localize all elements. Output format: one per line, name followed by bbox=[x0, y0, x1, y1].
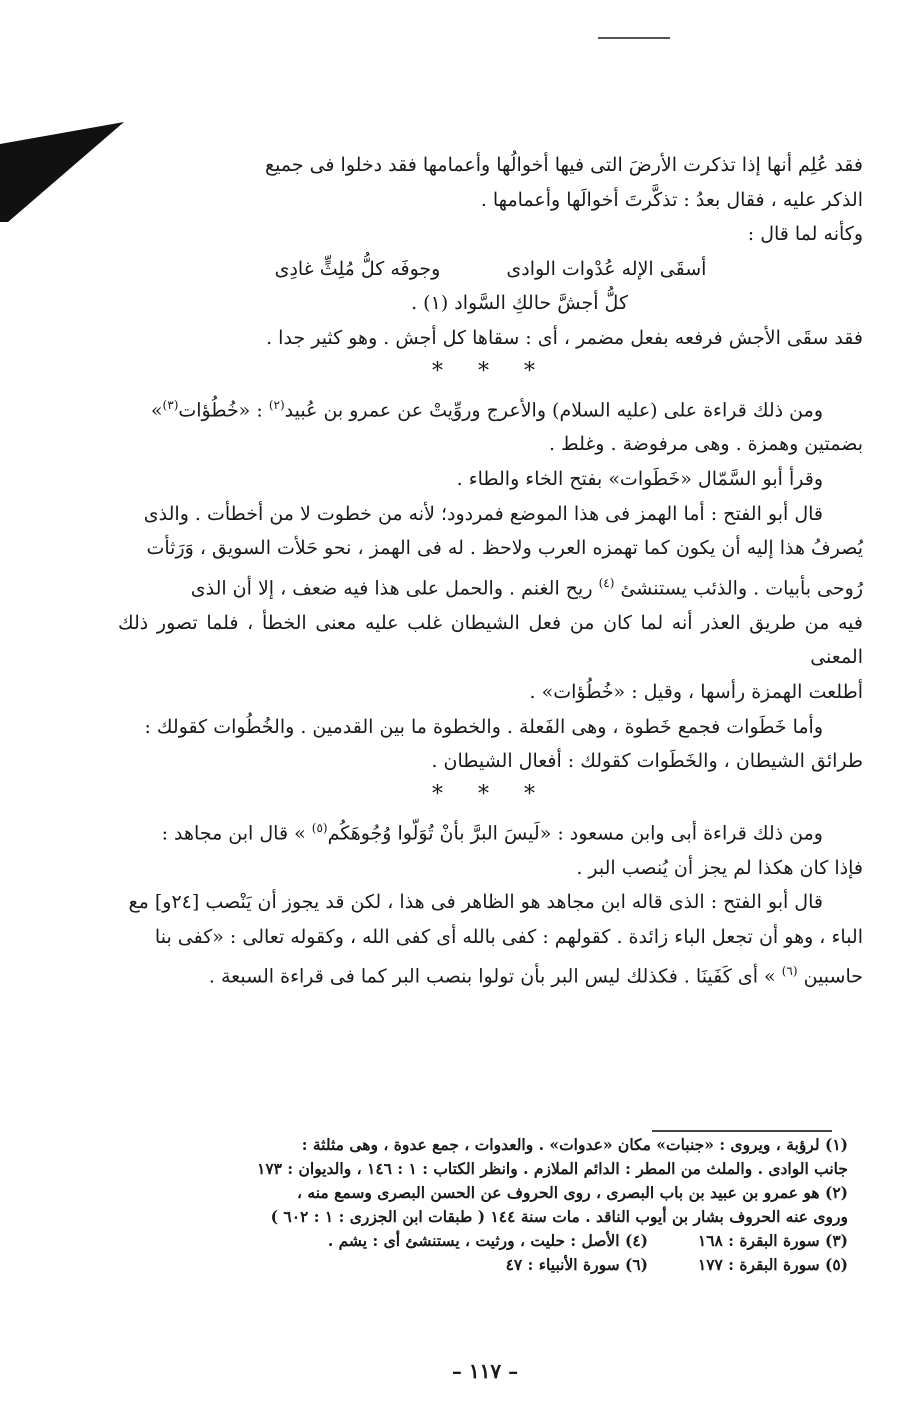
text-run: ومن ذلك قراءة على (عليه السلام) والأعرج وروِّيتْ عن عمرو بن عُبيد bbox=[284, 398, 823, 421]
footnote-item: (٤) الأصل : حليت ، ورثيت ، يستنشئ أى : يشم . bbox=[327, 1231, 648, 1250]
footnotes bbox=[40, 1133, 848, 1277]
text-line: فإذا كان هكذا لم يجز أن يُنصب البر . bbox=[576, 856, 863, 879]
top-rule bbox=[598, 37, 670, 39]
text-line: قال أبو الفتح : أما الهمز فى هذا الموضع فمردود؛ لأنه من خطوت لا من أخطأت . والذى bbox=[143, 502, 823, 525]
text-line bbox=[118, 954, 863, 994]
text-line: وقرأ أبو السَّمّال «خَطَوات» بفتح الخاء والطاء . bbox=[456, 468, 823, 491]
text-line: الباء ، وهو أن تجعل الباء زائدة . كقولهم : كفى بالله أى كفى الله ، وكقوله تعالى : «كفى بنا bbox=[154, 925, 863, 948]
text-run: ومن ذلك قراءة أبى وابن مسعود : «لَيسَ البرَّ بأنْ تُوَلّوا وُجُوهَكُم bbox=[327, 822, 823, 845]
text-line: بضمتين وهمزة . وهى مرفوضة . وغلط . bbox=[548, 433, 863, 456]
verse-hemistich: وجوفَه كلُّ مُلِثٍّ غادِى bbox=[274, 257, 441, 280]
text-line: أطلعت الهمزة رأسها ، وقيل : «خُطُؤات» . bbox=[529, 680, 863, 703]
text-line bbox=[118, 811, 863, 851]
text-run: ريح الغنم . والحمل على هذا فيه ضعف ، إلا أن الذى bbox=[190, 577, 593, 600]
text-line: فيه من طريق العذر أنه لما كان من فعل الشيطان غلب عليه معنى الخطأ ، فلما تصور ذلك المعنى bbox=[118, 611, 863, 669]
verse-hemistich: أسقَى الإله عُدْوات الوادى bbox=[506, 257, 707, 280]
footnote-ref: (٦) bbox=[781, 964, 798, 979]
footnote-ref: (١) . bbox=[411, 292, 449, 315]
footnote-line: وروى عنه الحروف بشار بن أيوب الناقد . مات سنة ١٤٤ ( طبقات ابن الجزرى : ١ : ٦٠٢ ) bbox=[270, 1207, 848, 1226]
text-run: » bbox=[150, 398, 163, 421]
main-text bbox=[118, 148, 863, 994]
text-line: الذكر عليه ، فقال بعدُ : تذكَّرتَ أخوالَها وأعمامها . bbox=[480, 188, 863, 211]
footnote-item: (٦) سورة الأنبياء : ٤٧ bbox=[505, 1255, 648, 1274]
section-separator: * * * bbox=[432, 781, 549, 807]
text-line: يُصرفُ هذا إليه أن يكون كما تهمزه العرب ولاحظ . له فى الهمز ، نحو حَلأت السويق ، وَرَثأت bbox=[146, 537, 863, 560]
footnote-rule bbox=[652, 1130, 832, 1132]
text-line bbox=[118, 566, 863, 606]
section-separator: * * * bbox=[432, 358, 549, 384]
text-run: » أى كَفَينَا . فكذلك ليس البر بأن تولوا بنصب البر كما فى قراءة السبعة . bbox=[208, 965, 776, 988]
text-run: » قال ابن مجاهد : bbox=[161, 822, 306, 845]
text-line: قال أبو الفتح : الذى قاله ابن مجاهد هو الظاهر فى هذا ، لكن قد يجوز أن يَنْصب [٢٤و] مع bbox=[128, 891, 823, 914]
footnote-line: جانب الوادى . والملث من المطر : الدائم الملازم . وانظر الكتاب : ١ : ١٤٦ ، والديوان : ١٧٣ bbox=[257, 1159, 848, 1178]
footnote-item: (٣) سورة البقرة : ١٦٨ bbox=[697, 1231, 848, 1250]
text-line: فقد سقَى الأجش فرفعه بفعل مضمر ، أى : سقاها كل أجش . وهو كثير جدا . bbox=[266, 326, 863, 349]
verse-line bbox=[118, 286, 863, 321]
footnote-row bbox=[40, 1253, 848, 1277]
text-line: فقد عُلِم أنها إذا تذكرت الأرضَ التى فيها أخوالُها وأعمامها فقد دخلوا فى جميع bbox=[264, 154, 863, 176]
text-line: وأما خَطَوات فجمع خَطوة ، وهى الفَعلة . والخطوة ما بين القدمين . والخُطُوات كقولك : bbox=[144, 715, 823, 738]
verse-text: كلُّ أجشَّ حالكِ السَّواد bbox=[454, 292, 628, 315]
page-number: – ١١٧ – bbox=[451, 1359, 519, 1383]
footnote-line: (١) لرؤبة ، ويروى : «جنبات» مكان «عدوات» . والعدوات ، جمع عدوة ، وهى مثلثة : bbox=[301, 1135, 848, 1154]
verse-line bbox=[118, 252, 863, 287]
footnote-row bbox=[40, 1229, 848, 1253]
footnote-line: (٢) هو عمرو بن عبيد بن باب البصرى ، روى الحروف عن الحسن البصرى وسمع منه ، bbox=[297, 1183, 848, 1202]
text-line: طرائق الشيطان ، والخَطَوات كقولك : أفعال الشيطان . bbox=[431, 750, 863, 773]
footnote-ref: (٣) bbox=[162, 397, 179, 412]
footnote-ref: (٤) bbox=[598, 575, 615, 590]
text-line bbox=[118, 388, 863, 428]
corner-triangle-mark bbox=[0, 122, 124, 222]
footnote-ref: (٥) bbox=[311, 820, 328, 835]
text-run: : «خُطُؤات bbox=[178, 398, 263, 421]
text-run: حاسبين bbox=[803, 965, 863, 988]
footnote-item: (٥) سورة البقرة : ١٧٧ bbox=[697, 1255, 848, 1274]
text-run: رُوحى بأبيات . والذئب يستنشئ bbox=[620, 577, 863, 600]
footnote-ref: (٢) bbox=[268, 397, 285, 412]
text-line: وكأنه لما قال : bbox=[747, 223, 863, 246]
